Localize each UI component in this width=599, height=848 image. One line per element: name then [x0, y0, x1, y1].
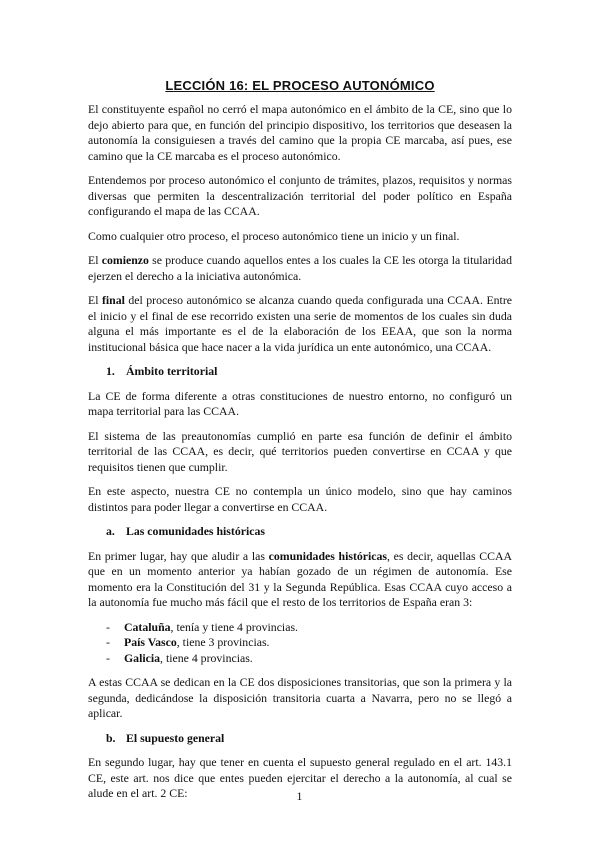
paragraph-final: El final del proceso autonómico se alcanza cuando queda configurada una CCAA. Entre el inicio y el final de ese recorrido existen una serie de momentos de los cuales sin duda alguna el más importante es el de la elaboración de los EEAA, que son la norma institucional básica que hace nacer a la vida jurídica un ente autonómico, una CCAA.: [88, 293, 512, 354]
list-item: - País Vasco, tiene 3 provincias.: [106, 635, 270, 649]
bold-term: comunidades históricas: [268, 548, 388, 563]
paragraph-process: Como cualquier otro proceso, el proceso autonómico tiene un inicio y un final.: [88, 228, 460, 243]
paragraph-preautonomias: El sistema de las preautonomías cumplió en parte esa función de definir el ámbito territorial de las CCAA, es decir, qué territorios pueden convertirse en CCAA y que requisitos tienen que cumplir.: [88, 428, 512, 474]
paragraph-mapa: La CE de forma diferente a otras constituciones de nuestro entorno, no configuró un mapa territorial para las CCAA.: [88, 388, 512, 418]
bold-term: comienzo: [101, 253, 149, 267]
section-heading-b: b. El supuesto general: [106, 730, 225, 745]
paragraph-definition: Entendemos por proceso autonómico el conjunto de trámites, plazos, requisitos y normas diversas que permiten la descentralización territorial del poder político en España configurando el mapa de las CCAA.: [88, 173, 512, 218]
page-number: 1: [296, 789, 303, 803]
paragraph-historicas: En primer lugar, hay que aludir a las comunidades históricas, es decir, aquellas CCAA que en un momento anterior ya habían gozado de un régimen de autonomía. Ese momento era la Constitución del 31 y la Segunda República. Esas CCAA cuyo acceso a la autonomía fue mucho más fácil que el resto de los territorios de España eran 3:: [88, 548, 512, 609]
paragraph-transitorias: A estas CCAA se dedican en la CE dos disposiciones transitorias, que son la primera y la segunda, dedicándose la disposición transitoria cuarta a Navarra, pero no se llegó a aplicar.: [88, 675, 512, 720]
paragraph-comienzo: El comienzo se produce cuando aquellos entes a los cuales la CE les otorga la titularidad ejerzen el derecho a la iniciativa autonómica.: [88, 253, 513, 283]
historic-communities-list: [88, 620, 512, 667]
section-heading-1: 1. Ámbito territorial: [106, 364, 218, 378]
paragraph-supuesto-general: En segundo lugar, hay que tener en cuenta el supuesto general regulado en el art. 143.1 CE, este art. nos dice que entes pueden ejercitar el derecho a la autonomía, al cual se alude en el art. 2 CE:: [88, 755, 512, 800]
page-title: LECCIÓN 16: EL PROCESO AUTONÓMICO: [165, 78, 435, 93]
document-body: [88, 78, 512, 811]
list-item: - Galicia, tiene 4 provincias.: [106, 650, 253, 665]
list-item: - Cataluña, tenía y tiene 4 provincias.: [106, 619, 298, 634]
bold-term: final: [101, 293, 125, 307]
section-heading-a: a. Las comunidades históricas: [106, 524, 265, 538]
paragraph-intro: El constituyente español no cerró el mapa autonómico en el ámbito de la CE, sino que lo dejo abierto para que, en función del principio dispositivo, los territorios que deseasen la autonomía la consiguiesen a través del camino que la propia CE marcaba, así pues, ese camino que la CE marcaba es el proceso autonómico.: [88, 102, 512, 163]
paragraph-modelo: En este aspecto, nuestra CE no contempla un único modelo, sino que hay caminos distintos para poder llegar a convertirse en CCAA.: [88, 484, 512, 514]
